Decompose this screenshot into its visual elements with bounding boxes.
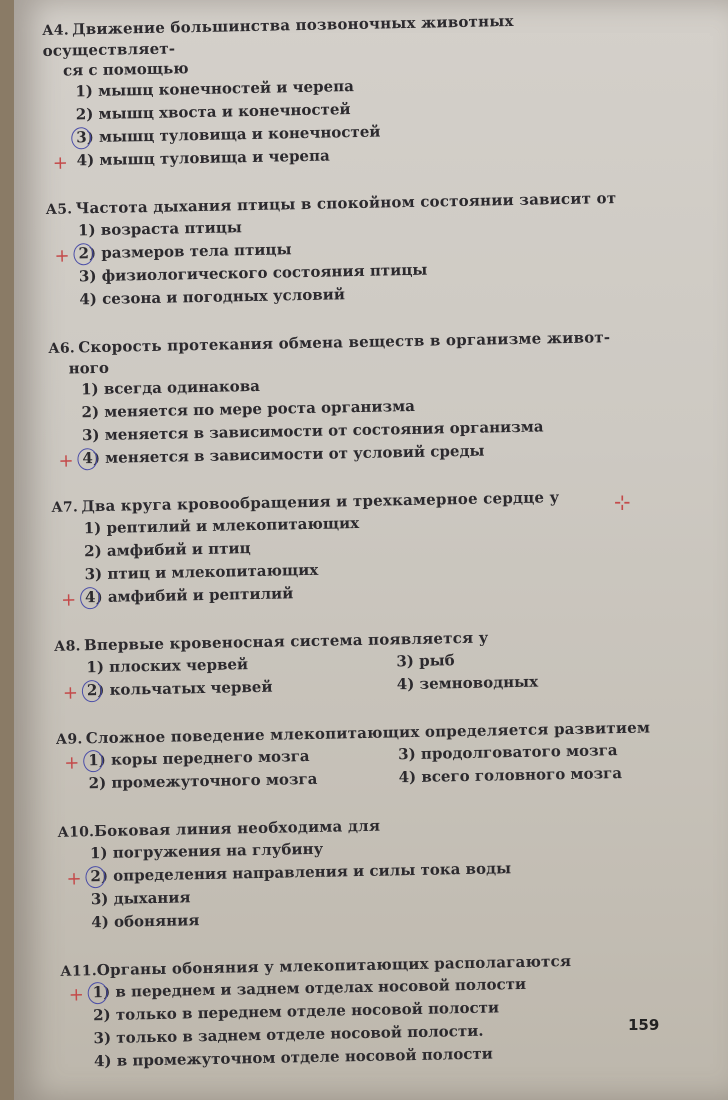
option-text: 2) только в переднем отделе носовой полости	[92, 998, 500, 1025]
question-block	[51, 485, 653, 609]
option-text: 2) амфибий и птиц	[84, 539, 251, 561]
question-number: А5.	[45, 201, 73, 218]
question-number: А7.	[51, 499, 79, 516]
option-text: 3) дыхания	[90, 888, 191, 909]
question-text: Впервые кровеносная система появляется у	[83, 628, 489, 655]
question-text: Органы обоняния у млекопитающих располагаются	[96, 952, 572, 980]
option-text: 4) меняется в зависимости от условий среды	[82, 441, 485, 468]
question-block	[56, 717, 657, 796]
question-text: Частота дыхания птицы в спокойном состоянии зависит от	[75, 189, 617, 218]
question-text: Скорость протекания обмена веществ в организме живот-	[78, 328, 611, 357]
option-text: 3) рыб	[396, 651, 455, 671]
option-text: 3) птиц и млекопитающих	[84, 560, 319, 584]
option-text: 1) плоских червей	[86, 655, 249, 677]
option-text: 2) промежуточного мозга	[88, 769, 318, 793]
option-text: 1) всегда одинакова	[80, 376, 261, 399]
option-text: 3) меняется в зависимости от состояния организма	[81, 417, 544, 445]
question-text: Движение большинства позвоночных животных осуществляет-	[42, 11, 514, 60]
option-text: 1) погружения на глубину	[89, 839, 324, 863]
question-block	[48, 326, 650, 470]
question-number: А9.	[55, 731, 83, 748]
question-block	[45, 187, 647, 311]
answer-option	[397, 669, 637, 697]
option-text: 2) кольчатых червей	[86, 677, 273, 700]
option-text: 4) сезона и погодных условий	[79, 285, 346, 309]
option-text: 1) рептилий и млекопитающих	[83, 514, 360, 538]
answer-options	[46, 208, 648, 312]
question-text-continuation: ся с помощью	[62, 59, 189, 80]
option-text: 4) в промежуточном отделе носовой полости	[93, 1044, 494, 1071]
option-text: 2) мышц хвоста и конечностей	[75, 100, 351, 124]
page-number: 159	[628, 1016, 660, 1034]
margin-mark: ⊹	[614, 490, 631, 514]
handwritten-check-mark: +	[66, 868, 82, 890]
questions-list	[42, 8, 663, 1099]
answer-option	[62, 673, 397, 704]
handwritten-check-mark: +	[54, 245, 70, 267]
answer-options	[58, 831, 660, 935]
handwritten-check-mark: +	[62, 682, 79, 704]
option-text: 3) физиологического состояния птицы	[78, 260, 428, 286]
option-text: 1) мышц конечностей и черепа	[75, 77, 354, 101]
answer-option	[88, 766, 398, 795]
question-text: Сложное поведение млекопитающих определяется развитием	[85, 718, 651, 748]
option-text: 3) продолговатого мозга	[397, 741, 618, 764]
handwritten-check-mark: +	[60, 589, 77, 611]
question-block	[60, 949, 662, 1073]
question-block	[42, 8, 645, 172]
option-text: 4) мышц туловища и черепа	[76, 146, 330, 170]
option-text: 1) возраста птицы	[77, 218, 243, 240]
question-number: А8.	[53, 638, 81, 655]
answer-options	[43, 69, 645, 173]
option-text: 2) меняется по мере роста организма	[81, 396, 416, 422]
question-number: А6.	[48, 340, 76, 357]
question-text-continuation: ного	[68, 358, 110, 378]
answer-options	[49, 367, 651, 471]
handwritten-check-mark: +	[68, 984, 85, 1006]
question-block	[57, 810, 659, 934]
book-page	[14, 0, 728, 1100]
option-text: 1) коры переднего мозга	[88, 747, 310, 770]
question-number: А11.	[60, 963, 97, 980]
option-text: 2) определения направления и силы тока воды	[90, 859, 512, 886]
handwritten-check-mark: +	[64, 752, 80, 774]
option-text: 4) амфибий и рептилий	[84, 584, 294, 607]
question-block	[54, 624, 655, 703]
answer-option	[398, 762, 638, 790]
answer-options	[60, 970, 662, 1074]
handwritten-check-mark: +	[58, 450, 74, 472]
option-text: 4) всего головного мозга	[398, 764, 623, 787]
option-text: 3) только в заднем отделе носовой полости.	[93, 1021, 484, 1048]
question-text: Два круга кровообращения и трехкамерное сердце у	[81, 488, 560, 516]
question-number: А10.	[57, 824, 95, 841]
option-text: 4) земноводных	[396, 672, 539, 694]
question-number: А4.	[42, 22, 69, 39]
option-text: 1) в переднем и заднем отделах носовой полости	[92, 974, 527, 1002]
option-text: 2) размеров тела птицы	[78, 240, 292, 263]
handwritten-check-mark: +	[52, 152, 69, 174]
question-text: Боковая линия необходима для	[93, 816, 381, 841]
option-text: 3) мышц туловища и конечностей	[76, 122, 381, 147]
answer-options	[52, 506, 654, 610]
option-text: 4) обоняния	[91, 911, 200, 932]
